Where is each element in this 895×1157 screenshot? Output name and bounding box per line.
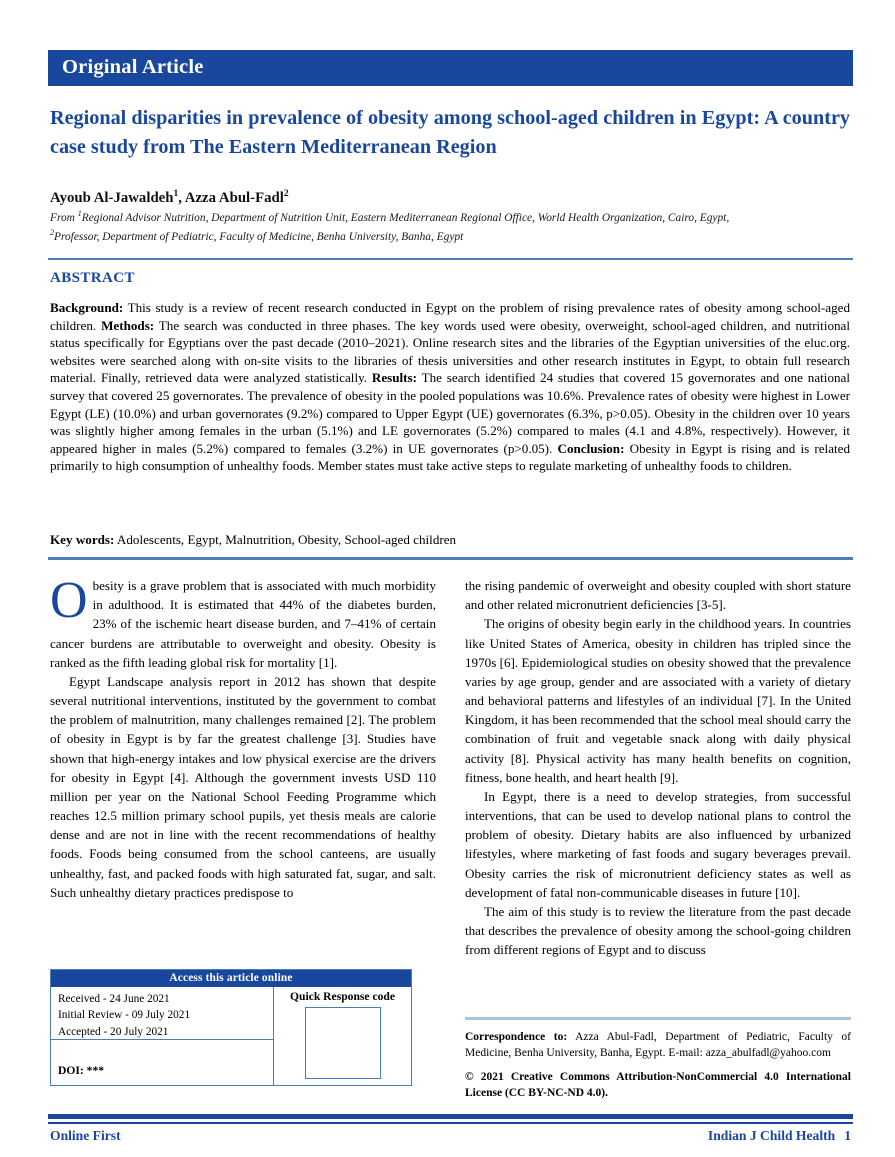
- abstract-heading: ABSTRACT: [50, 270, 135, 286]
- left-paragraph-2: Egypt Landscape analysis report in 2012 has shown that despite several nutritional interventions, instituted by the government to combat the problem of malnutrition, many challenges remained [2]. The problem of obesity in Egypt is by far the greatest challenge [3]. Studies have shown that high-energy intakes and low physical exercise are the drivers for obesity in Egypt [4]. Although the government invests USD 110 million per year on the National School Feeding Programme which reaches 12.5 million primary school pupils, yet thesis meals are calorie dense and are not in line with the recent recommendations of healthy foods. Foods being consumed from the school canteens, are usually unhealthy, fast, and packed foods with high saturated fat, sugar, and salt. Such unhealthy dietary practices predispose to: [50, 673, 436, 900]
- article-type-banner: [48, 50, 853, 86]
- right-paragraph-2: The origins of obesity begin early in the childhood years. In countries like United States of America, obesity in children has tripled since the 1970s [6]. Epidemiological studies on obesity showed that the prevalence varies by age group, gender and are associated with a variety of dietary and behavioral patterns and lifestyles of an individual [7]. In the United Kingdom, it has been recommended that the school meal should carry the combination of fruit and vegetable snack along with daily physical activity [8]. Physical activity has many health benefits on cognition, fitness, bone health, and heart health [9].: [465, 616, 851, 785]
- keywords-line: [50, 531, 850, 549]
- abstract-conclusion-text: Obesity in Egypt is rising and is related primarily to high consumption of unhealthy foods. Member states must take active steps to regulate marketing of unhealthy foods to children.: [50, 440, 850, 474]
- keywords-text: Adolescents, Egypt, Malnutrition, Obesity, School-aged children: [114, 532, 457, 547]
- abstract-bottom-divider: [48, 557, 853, 560]
- intro-paragraph: [50, 572, 436, 672]
- affiliation-marker-2: 2: [283, 189, 289, 199]
- affiliation-line-2: $^2$Professor, Department of Pediatric, Faculty of Medicine, Benha University, Banha, Egypt: [50, 228, 464, 243]
- footer-journal-name: Indian J Child Health: [707, 1128, 836, 1143]
- abstract-top-divider: [48, 258, 853, 260]
- right-paragraph-1: the rising pandemic of overweight and obesity coupled with short stature and other related micronutrient deficiencies [3-5].: [465, 578, 851, 613]
- keywords-label: Key words:: [50, 532, 115, 547]
- drop-cap-letter: O: [50, 572, 88, 629]
- access-box-left-cells: [51, 987, 274, 1085]
- abstract-results-label: Results:: [371, 370, 417, 386]
- footer-rule-thin: [48, 1122, 853, 1124]
- qr-code-cell: [274, 987, 411, 1085]
- page-title: Regional disparities in prevalence of obesity among school-aged children in Egypt: A country case study from The Eastern Mediterranean Region: [50, 107, 850, 158]
- correspondence-label: Correspondence to:: [465, 1031, 568, 1043]
- intro-paragraph-text: besity is a grave problem that is associated with much morbidity in adulthood. It is estimated that 44% of the diabetes burden, 23% of the ischemic heart disease burden, and 7–41% of certain cancer burdens are attributable to overweight and obesity. Obesity is ranked as the fifth leading global risk for mortality [1].: [50, 578, 436, 670]
- abstract-background-text: This study is a review of recent research conducted in Egypt on the problem of rising prevalence rates of obesity among school-aged children.: [50, 300, 850, 333]
- access-box-body: [51, 987, 411, 1085]
- body-column-left: [50, 572, 436, 902]
- correspondence-text: Azza Abul-Fadl, Department of Pediatric, Faculty of Medicine, Benha University, Banha, Egypt. E-mail: azza_abulfadl@yahoo.com: [465, 1031, 851, 1059]
- author-list: Ayoub Al-Jawaldeh$^1$, Azza Abul-Fadl$^2$: [50, 189, 289, 206]
- abstract-body: [50, 299, 850, 475]
- footer-journal-info: [708, 1128, 851, 1144]
- article-type-label: Original Article: [62, 56, 204, 79]
- access-box-header: Access this article online: [51, 970, 411, 987]
- footer-rule-thick: [48, 1114, 853, 1119]
- article-dates-cell: [51, 987, 273, 1040]
- abstract-methods-text: The search was conducted in three phases. The key words used were obesity, overweight, school-aged children, and nutritional status specifically for Egyptians over the past decade (2010–2021). Online research sites and the libraries of the Egyptian universities of the eluc.org. websites were searched along with on-site visits to the libraries of thesis universities and other research institutes in Egypt, to obtain full research material. Finally, retrieved data were analyzed statistically.: [50, 317, 851, 386]
- doi-cell[interactable]: DOI: ***: [58, 1064, 105, 1077]
- accepted-date: Accepted - 20 July 2021: [58, 1025, 169, 1038]
- abstract-background-label: Background:: [50, 300, 124, 315]
- license-notice: © 2021 Creative Commons Attribution-NonCommercial 4.0 International License (CC BY-NC-ND 4.0).: [465, 1071, 851, 1099]
- right-paragraph-3: In Egypt, there is a need to develop strategies, from successful interventions, that can be used to develop national plans to control the problem of obesity. Dietary habits are also influenced by urbanized lifestyles, where marketing of fast foods and sugary beverages prevail. Obesity carries the risk of micronutrient deficiency states as well as development of fatal non-communicable diseases in future [10].: [465, 788, 851, 900]
- correspondence-block: [465, 1030, 851, 1062]
- qr-code-caption: Quick Response code: [290, 990, 395, 1003]
- access-article-box: [50, 969, 412, 1086]
- footer-online-first: Online First: [50, 1128, 121, 1143]
- abstract-results-text: The search identified 24 studies that covered 15 governorates and one national survey that covered 25 governorates. The prevalence of obesity in the pooled populations was 10.6%. Prevalence rates of obesity were highest in Lower Egypt (LE) (10.0%) and urban governorates (9.2%) compared to Upper Egypt (UE) governorates (6.3%, p>0.05). Obesity in the children over 10 years was slightly higher among females in the urban (5.1%) and LE governorates (5.2%) compared to males (4.1 and 4.8%, respectively). However, it appeared higher in males (5.2%) compared to females (3.2%) in UE governorates (p>0.05).: [50, 370, 850, 456]
- abstract-methods-label: Methods:: [101, 317, 155, 333]
- initial-review-date: Initial Review - 09 July 2021: [58, 1009, 191, 1022]
- footer-page-number: 1: [844, 1128, 851, 1143]
- affiliations-block: [50, 208, 850, 246]
- qr-code-image[interactable]: [305, 1007, 381, 1079]
- correspondence-divider: [465, 1017, 851, 1020]
- right-paragraph-4: The aim of this study is to review the literature from the past decade that describes the prevalence of obesity among the school-going children from different regions of Egypt and to discuss: [465, 903, 851, 958]
- article-page: [48, 0, 853, 1157]
- affiliation-line-1: From $^1$Regional Advisor Nutrition, Department of Nutrition Unit, Eastern Mediterranean Regional Office, World Health Organization, Cairo, Egypt,: [50, 209, 730, 224]
- received-date: Received - 24 June 2021: [58, 993, 170, 1005]
- body-column-right: [465, 576, 851, 959]
- affiliation-marker-1: 1: [173, 189, 179, 199]
- abstract-conclusion-label: Conclusion:: [557, 440, 625, 456]
